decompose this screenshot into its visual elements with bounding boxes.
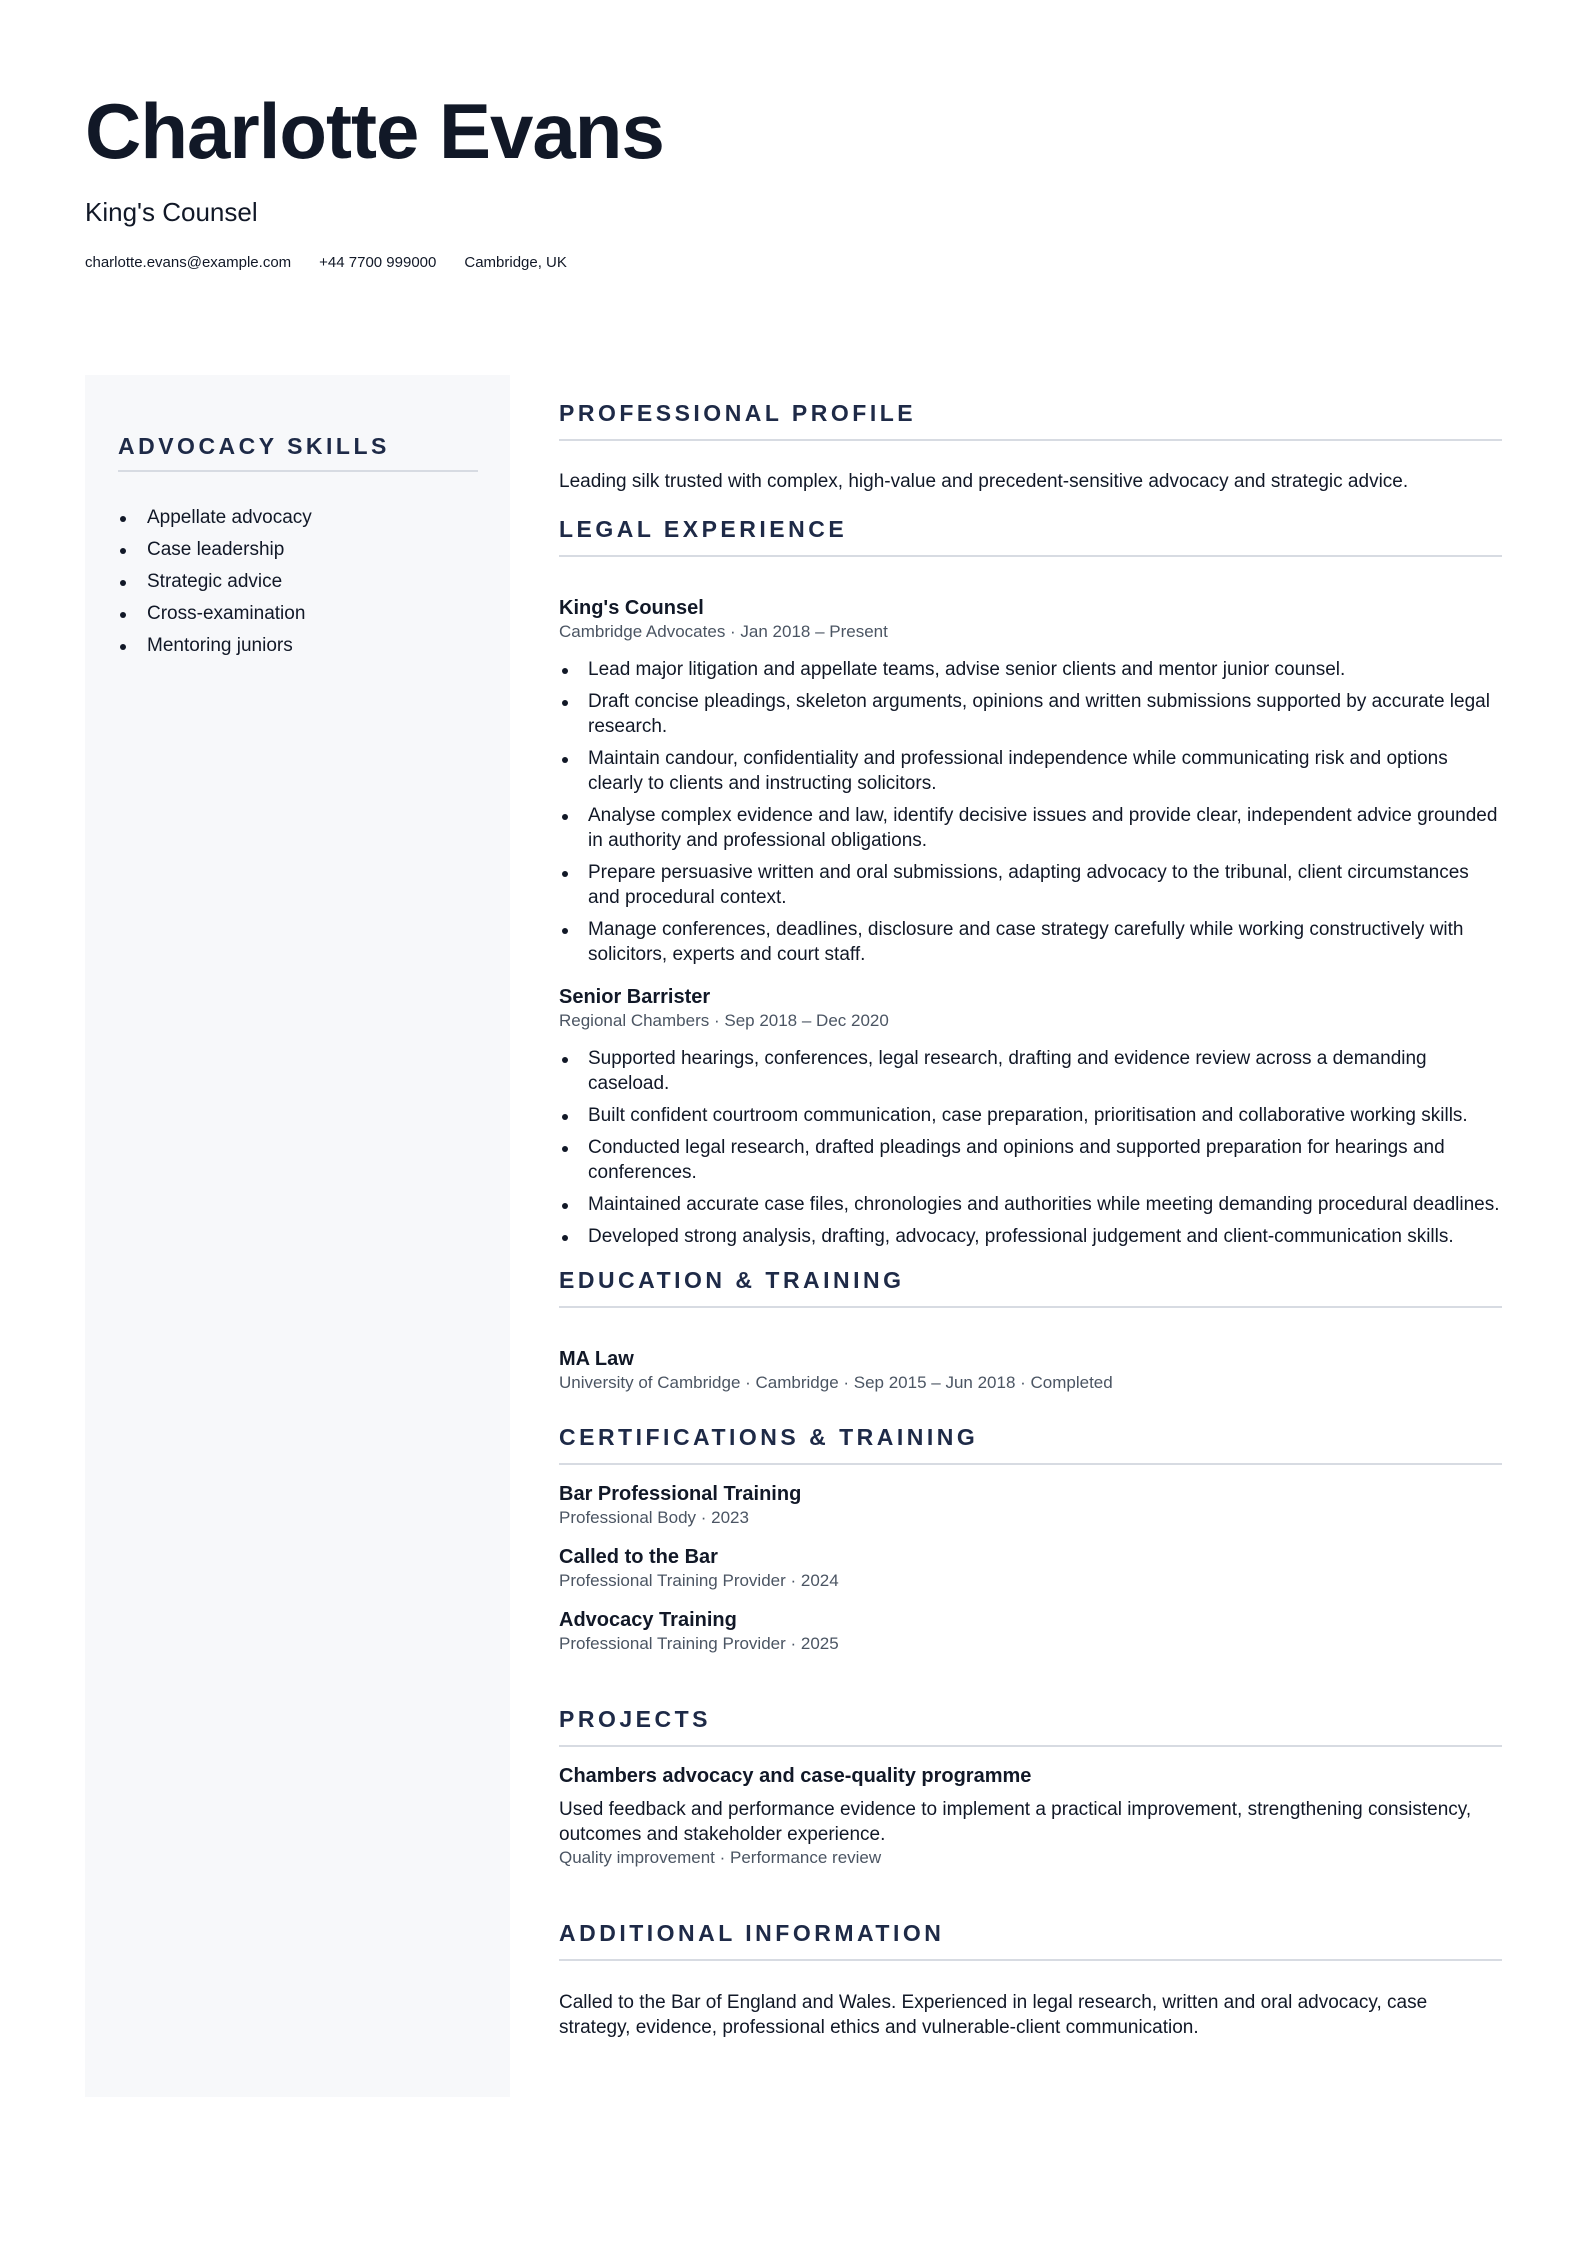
education-heading: EDUCATION & TRAINING [559, 1267, 1502, 1308]
certification-title: Called to the Bar [559, 1546, 718, 1568]
additional-heading: ADDITIONAL INFORMATION [559, 1920, 1502, 1961]
job-title: Senior Barrister [559, 986, 711, 1008]
profile-heading: PROFESSIONAL PROFILE [559, 400, 1502, 441]
candidate-name: Charlotte Evans [85, 87, 664, 175]
skill-item: Cross-examination [118, 598, 478, 630]
project-title: Chambers advocacy and case-quality programme [559, 1765, 1032, 1787]
certification-meta: Professional Training Provider · 2024 [559, 1571, 839, 1590]
job-bullet: Maintain candour, confidentiality and professional independence while communicating risk and options clearly to clients and instructing solicitors. [559, 746, 1502, 796]
experience-heading: LEGAL EXPERIENCE [559, 516, 1502, 557]
certifications-section [559, 1424, 1502, 1655]
skill-item: Appellate advocacy [118, 502, 478, 534]
job-meta: Cambridge Advocates · Jan 2018 – Present [559, 622, 888, 641]
degree-title: MA Law [559, 1348, 634, 1370]
additional-section [559, 1920, 1502, 2040]
certification-entry [559, 1482, 1502, 1529]
job-bullet: Manage conferences, deadlines, disclosure and case strategy carefully while working constructively with solicitors, experts and court staff. [559, 917, 1502, 967]
education-section [559, 1267, 1502, 1394]
skill-item: Strategic advice [118, 566, 478, 598]
certifications-heading: CERTIFICATIONS & TRAINING [559, 1424, 1502, 1465]
additional-text: Called to the Bar of England and Wales. Experienced in legal research, written and oral advocacy, case strategy, evidence, professional ethics and vulnerable-client communication. [559, 1992, 1428, 2038]
job-bullet: Developed strong analysis, drafting, advocacy, professional judgement and client-communication skills. [559, 1224, 1502, 1249]
certification-meta: Professional Body · 2023 [559, 1508, 749, 1527]
certification-entry [559, 1545, 1502, 1592]
job-bullets [559, 657, 1502, 967]
education-entry [559, 1347, 1502, 1394]
experience-section [559, 516, 1502, 1249]
job-bullet: Lead major litigation and appellate teams, advise senior clients and mentor junior counsel. [559, 657, 1502, 682]
sidebar [85, 375, 510, 2097]
skills-heading: ADVOCACY SKILLS [118, 433, 478, 472]
job-title: King's Counsel [559, 597, 704, 619]
contact-line [85, 254, 567, 271]
projects-section [559, 1706, 1502, 1869]
degree-meta: University of Cambridge · Cambridge · Sep 2015 – Jun 2018 · Completed [559, 1373, 1113, 1392]
contact-email[interactable]: charlotte.evans@example.com [85, 254, 292, 271]
job-meta: Regional Chambers · Sep 2018 – Dec 2020 [559, 1011, 889, 1030]
certification-meta: Professional Training Provider · 2025 [559, 1634, 839, 1653]
project-tags: Quality improvement · Performance review [559, 1848, 882, 1867]
candidate-title: King's Counsel [85, 197, 258, 227]
certification-entry [559, 1608, 1502, 1655]
skill-item: Case leadership [118, 534, 478, 566]
profile-section [559, 400, 1502, 494]
skills-list [118, 502, 478, 662]
job-bullet: Maintained accurate case files, chronologies and authorities while meeting demanding procedural deadlines. [559, 1192, 1502, 1217]
job-bullet: Prepare persuasive written and oral submissions, adapting advocacy to the tribunal, client circumstances and procedural context. [559, 860, 1502, 910]
job-bullet: Draft concise pleadings, skeleton arguments, opinions and written submissions supported by accurate legal research. [559, 689, 1502, 739]
contact-phone[interactable]: +44 7700 999000 [319, 254, 437, 271]
job-entry [559, 985, 1502, 1249]
certification-title: Bar Professional Training [559, 1483, 802, 1505]
skill-item: Mentoring juniors [118, 630, 478, 662]
job-entry [559, 596, 1502, 967]
certification-title: Advocacy Training [559, 1609, 737, 1631]
job-bullet: Conducted legal research, drafted pleadings and opinions and supported preparation for hearings and conferences. [559, 1135, 1502, 1185]
job-bullets [559, 1046, 1502, 1249]
job-bullet: Supported hearings, conferences, legal research, drafting and evidence review across a demanding caseload. [559, 1046, 1502, 1096]
projects-heading: PROJECTS [559, 1706, 1502, 1747]
profile-text: Leading silk trusted with complex, high-value and precedent-sensitive advocacy and strategic advice. [559, 471, 1409, 492]
main-column [559, 400, 1502, 2040]
project-entry [559, 1764, 1502, 1869]
job-bullet: Built confident courtroom communication, case preparation, prioritisation and collaborative working skills. [559, 1103, 1502, 1128]
project-description: Used feedback and performance evidence to implement a practical improvement, strengthening consistency, outcomes and stakeholder experience. [559, 1799, 1472, 1845]
contact-location: Cambridge, UK [464, 254, 567, 271]
job-bullet: Analyse complex evidence and law, identify decisive issues and provide clear, independent advice grounded in authority and professional obligations. [559, 803, 1502, 853]
